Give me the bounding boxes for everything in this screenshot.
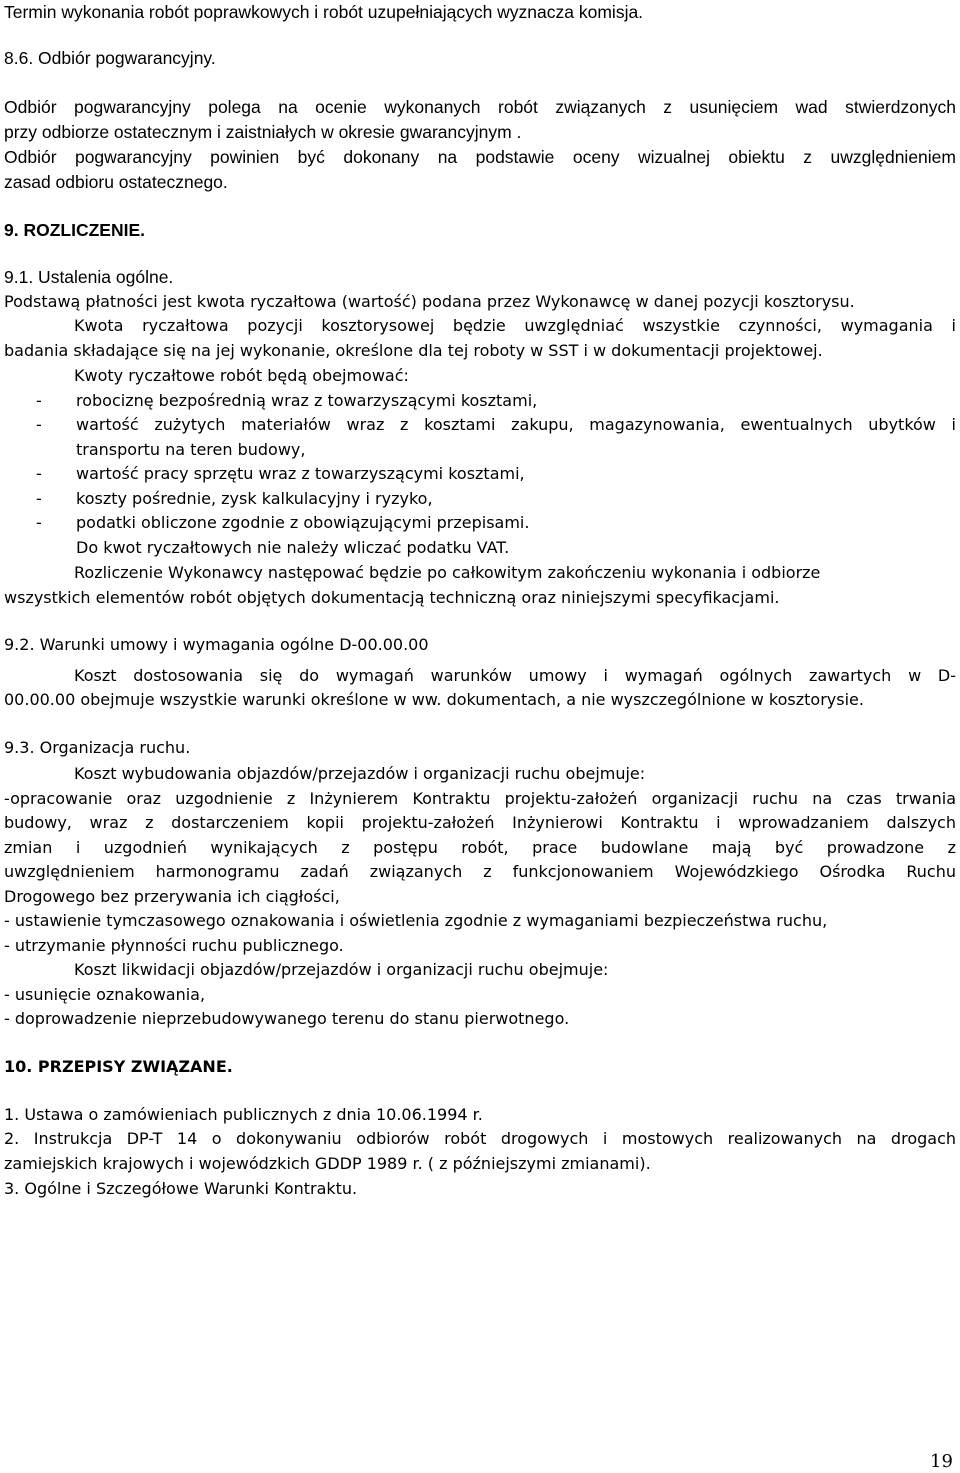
text-line: Odbiór pogwarancyjny powinien być dokonany na podstawie oceny wizualnej obiektu z uwzględnieniem xyxy=(4,147,956,167)
text-line: - usunięcie oznakowania, xyxy=(4,985,206,1004)
text-line: Do kwot ryczałtowych nie należy wliczać podatku VAT. xyxy=(76,538,510,557)
section-heading-8-6: 8.6. Odbiór pogwarancyjny. xyxy=(4,48,216,68)
text-line: 00.00.00 obejmuje wszystkie warunki określone w ww. dokumentach, a nie wyszczególnione w kosztorysie. xyxy=(4,690,864,709)
subsection-heading-9-1: 9.1. Ustalenia ogólne. xyxy=(4,267,174,287)
text-line: zasad odbioru ostatecznego. xyxy=(4,172,228,192)
text-line: zmian i uzgodnień wynikających z postępu robót, prace budowlane mają być prowadzone z xyxy=(4,838,956,857)
reference-item: 3. Ogólne i Szczegółowe Warunki Kontraktu. xyxy=(4,1179,358,1198)
list-item-text: koszty pośrednie, zysk kalkulacyjny i ryzyko, xyxy=(76,489,433,508)
bullet-dash: - xyxy=(36,415,42,434)
text-line: -opracowanie oraz uzgodnienie z Inżynierem Kontraktu projektu-założeń organizacji ruchu na czas trwania xyxy=(4,789,956,808)
bullet-dash: - xyxy=(36,513,42,532)
text-line: - doprowadzenie nieprzebudowywanego terenu do stanu pierwotnego. xyxy=(4,1009,570,1028)
list-item-text: robociznę bezpośrednią wraz z towarzyszącymi kosztami, xyxy=(76,391,538,410)
text-line: Koszt wybudowania objazdów/przejazdów i organizacji ruchu obejmuje: xyxy=(74,764,646,783)
subsection-heading-9-3: 9.3. Organizacja ruchu. xyxy=(4,738,191,757)
text-line: - utrzymanie płynności ruchu publicznego. xyxy=(4,936,344,955)
text-line: badania składające się na jej wykonanie, określone dla tej roboty w SST i w dokumentacji projektowej. xyxy=(4,341,823,360)
section-heading-9: 9. ROZLICZENIE. xyxy=(4,220,145,240)
list-item-continuation: transportu na teren budowy, xyxy=(76,440,306,459)
text-line: Termin wykonania robót poprawkowych i robót uzupełniających wyznacza komisja. xyxy=(4,2,644,22)
text-line: Rozliczenie Wykonawcy następować będzie po całkowitym zakończeniu wykonania i odbiorze xyxy=(74,563,821,582)
reference-item-continuation: zamiejskich krajowych i wojewódzkich GDDP 1989 r. ( z późniejszymi zmianami). xyxy=(4,1154,651,1173)
text-line: wszystkich elementów robót objętych dokumentacją techniczną oraz niniejszymi specyfikacjami. xyxy=(4,588,780,607)
text-line: Odbiór pogwarancyjny polega na ocenie wykonanych robót związanych z usunięciem wad stwierdzonych xyxy=(4,97,956,117)
text-line: Kwota ryczałtowa pozycji kosztorysowej będzie uwzględniać wszystkie czynności, wymagania i xyxy=(74,316,956,335)
section-heading-10: 10. PRZEPISY ZWIĄZANE. xyxy=(4,1057,233,1076)
text-line: Drogowego bez przerywania ich ciągłości, xyxy=(4,887,340,906)
text-line: Koszt likwidacji objazdów/przejazdów i organizacji ruchu obejmuje: xyxy=(74,960,609,979)
text-line: Kwoty ryczałtowe robót będą obejmować: xyxy=(74,366,409,385)
list-item-text: wartość zużytych materiałów wraz z kosztami zakupu, magazynowania, ewentualnych ubytków i xyxy=(76,415,956,434)
subsection-heading-9-2: 9.2. Warunki umowy i wymagania ogólne D-00.00.00 xyxy=(4,635,429,654)
text-line: budowy, wraz z dostarczeniem kopii projektu-założeń Inżynierowi Kontraktu i wprowadzaniem dalszych xyxy=(4,813,956,832)
text-line: przy odbiorze ostatecznym i zaistniałych w okresie gwarancyjnym . xyxy=(4,122,522,142)
reference-item: 1. Ustawa o zamówieniach publicznych z dnia 10.06.1994 r. xyxy=(4,1105,483,1124)
bullet-dash: - xyxy=(36,464,42,483)
text-line: Podstawą płatności jest kwota ryczałtowa (wartość) podana przez Wykonawcę w danej pozycji kosztorysu. xyxy=(4,292,855,311)
bullet-dash: - xyxy=(36,489,42,508)
text-line: Koszt dostosowania się do wymagań warunków umowy i wymagań ogólnych zawartych w D- xyxy=(74,666,956,685)
list-item-text: podatki obliczone zgodnie z obowiązującymi przepisami. xyxy=(76,513,530,532)
text-line: - ustawienie tymczasowego oznakowania i oświetlenia zgodnie z wymaganiami bezpieczeństwa ruchu, xyxy=(4,911,828,930)
text-line: uwzględnieniem harmonogramu zadań związanych z funkcjonowaniem Wojewódzkiego Ośrodka Ruchu xyxy=(4,862,956,881)
list-item-text: wartość pracy sprzętu wraz z towarzyszącymi kosztami, xyxy=(76,464,525,483)
bullet-dash: - xyxy=(36,391,42,410)
reference-item: 2. Instrukcja DP-T 14 o dokonywaniu odbiorów robót drogowych i mostowych realizowanych na drogach xyxy=(4,1129,956,1148)
page-number: 19 xyxy=(930,1451,953,1472)
